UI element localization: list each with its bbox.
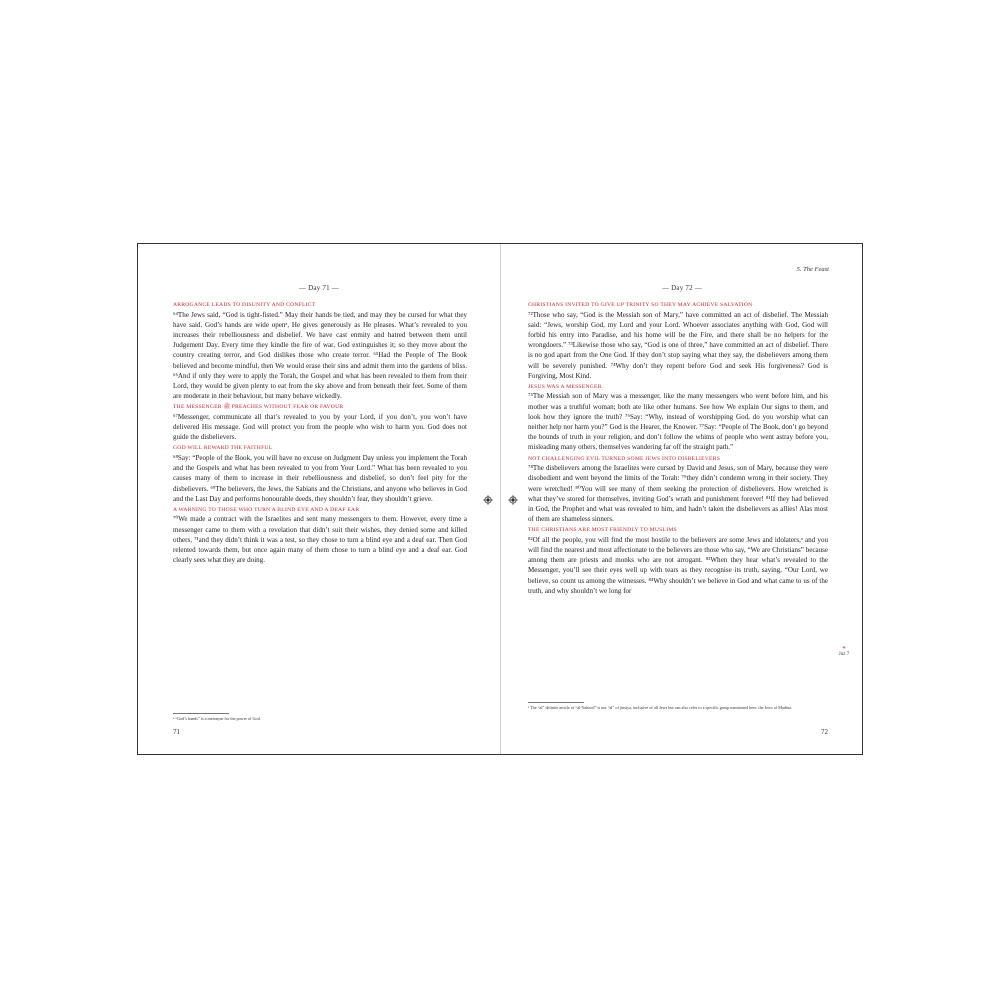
section-heading: NOT CHALLENGING EVIL TURNED SOME JEWS INTO DISBELIEVERS: [528, 455, 721, 462]
page-number: 72: [821, 728, 828, 736]
section-heading: THE CHRISTIANS ARE MOST FRIENDLY TO MUSLIMS: [528, 527, 677, 534]
verse-paragraph: ⁸²Of all the people, you will find the most hostile to the believers are some Jews and idolaters,ᵃ and you will find the nearest and most affectionate to the believers are those who say, “We are Christians” because among them are priests and monks who are not arrogant. ⁸³When they hear what’s revealed to the Messenger, you’ll see their eyes well up with tears as they recognise its truth, saying, “Our Lord, we believe, so count us among the witnesses. ⁸⁴Why shouldn’t we believe in God and what came to us of the truth, and why shouldn’t we long for: [528, 535, 828, 595]
registration-mark-icon: [483, 495, 493, 505]
footnote-rule: [173, 713, 229, 714]
footnote: ᵃ “God’s hands” is a metonym for the power of God.: [173, 716, 261, 721]
section-heading: A WARNING TO THOSE WHO TURN A BLIND EYE AND A DEAF EAR: [173, 506, 360, 513]
section-heading: CHRISTIANS INVITED TO GIVE UP TRINITY SO THEY MAY ACHIEVE SALVATION: [528, 302, 753, 308]
footnote-rule: [528, 702, 584, 703]
right-text-block: [528, 299, 828, 596]
registration-mark-icon: [508, 495, 518, 505]
running-head: 5. The Feast: [796, 266, 829, 273]
section-heading: GOD WILL REWARD THE FAITHFUL: [173, 445, 273, 452]
verse-paragraph: ⁷⁸The disbelievers among the Israelites were cursed by David and Jesus, son of Mary, because they were disobedient and went beyond the limits of the Torah: ⁷⁹they didn’t condemn wrong in their society. They were wretched! ⁸⁰You will see many of them seeking the protection of disbelievers. How wretched is what they’ve stored for themselves, inviting God’s wrath and punishment forever! ⁸¹If they had believed in God, the Prophet and what was revealed to him, and hadn’t taken the disbelievers as allies! Alas most of them are shameless sinners.: [528, 464, 828, 524]
section-heading: JESUS WAS A MESSENGER: [528, 383, 602, 390]
juz-margin-note: [834, 646, 854, 657]
section-heading: ARROGANCE LEADS TO DISUNITY AND CONFLICT: [173, 302, 316, 308]
verse-paragraph: ⁶⁴The Jews said, “God is tight-fisted.” May their hands be tied, and may they be cursed for what they have said. God’s hands are wide openᵃ, He gives generously as He pleases. What’s revealed to you increases their rebelliousness and disbelief. We have cast enmity and hatred between them until Judgement Day. Every time they kindle the fire of war, God extinguishes it; so they move about the country creating terror, and God dislikes those who create terror. ⁶⁵Had the People of The Book believed and become mindful, then We would erase their sins and admit them into the gardens of bliss. ⁶⁶And if only they were to apply the Torah, the Gospel and what has been revealed to them from their Lord, they would be given plenty to eat from the sky above and from beneath their feet. Some of them are moderate in their behaviour, but many behave wickedly.: [173, 310, 467, 401]
star-icon: *: [842, 645, 846, 653]
juz-label: Juz 7: [838, 652, 850, 657]
section-heading: THE MESSENGER ﷺ PREACHES WITHOUT FEAR OR FAVOUR: [173, 404, 344, 411]
footnote: ᵃ The “al” definite article of “al-Yahood” is not “al” of jinsiya, inclusive of all Jews but can also refer to a specific group mentioned here, the Jews of Madina.: [528, 705, 793, 710]
verse-paragraph: ⁶⁸Say: “People of the Book, you will have no excuse on Judgment Day unless you implement the Torah and the Gospels and what has been revealed to you from Your Lord.” What has been revealed to you causes many of them to increase in their rebelliousness and disbelief, so don’t feel pity for the disbelievers. ⁶⁹The believers, the Jews, the Sabians and the Christians, and anyone who believes in God and the Last Day and performs honourable deeds, they shouldn’t fear, they shouldn’t grieve.: [173, 453, 467, 503]
left-page: [138, 244, 500, 754]
day-header: — Day 72 —: [662, 284, 702, 292]
verse-paragraph: ⁷⁵The Messiah son of Mary was a messenger, like the many messengers who went before him, and his mother was a truthful woman; both ate like other humans. See how We explain Our signs to them, and look how they ignore the truth? ⁷⁶Say: “Why, instead of worshipping God, do you worship what can neither help nor harm you?” God is the Hearer, the Knower. ⁷⁷Say: “People of The Book, don’t go beyond the bounds of truth in your religion, and don’t follow the whims of people who went astray before you, misleading many others, themselves wandering far off the straight path.”: [528, 392, 828, 452]
day-header: — Day 71 —: [299, 284, 339, 292]
book-spread: [137, 243, 863, 755]
page-number: 71: [173, 728, 180, 736]
verse-paragraph: ⁶⁷Messenger, communicate all that’s revealed to you by your Lord, if you don’t, you won’t have delivered His message. God will protect you from the people who wish to harm you. God does not guide the disbelievers.: [173, 412, 467, 442]
left-text-block: [173, 299, 467, 565]
verse-paragraph: ⁷²Those who say, “God is the Messiah son of Mary,” have committed an act of disbelief. The Messiah said: “Jews, worship God, my Lord and your Lord. Whoever associates anything with God, God will forbid his entry into Paradise, and his home will be the Fire, and there shall be no helpers for the wrongdoers.” ⁷³Likewise those who say, “God is one of three,” have committed an act of disbelief. There is no god apart from the One God. If they don’t stop saying what they say, the disbelievers among them will be severely punished. ⁷⁴Why don’t they repent before God and seek His forgiveness? God is Forgiving, Most Kind.: [528, 310, 828, 380]
right-page: [501, 244, 863, 754]
verse-paragraph: ⁷⁰We made a contract with the Israelites and sent many messengers to them. However, every time a messenger came to them with a revelation that didn’t suit their wishes, they denied some and killed others, ⁷¹and they didn’t think it was a test, so they chose to turn a blind eye and a deaf ear. Then God relented towards them, but once again many of them chose to turn a blind eye and a deaf ear. God clearly sees what they are doing.: [173, 515, 467, 565]
